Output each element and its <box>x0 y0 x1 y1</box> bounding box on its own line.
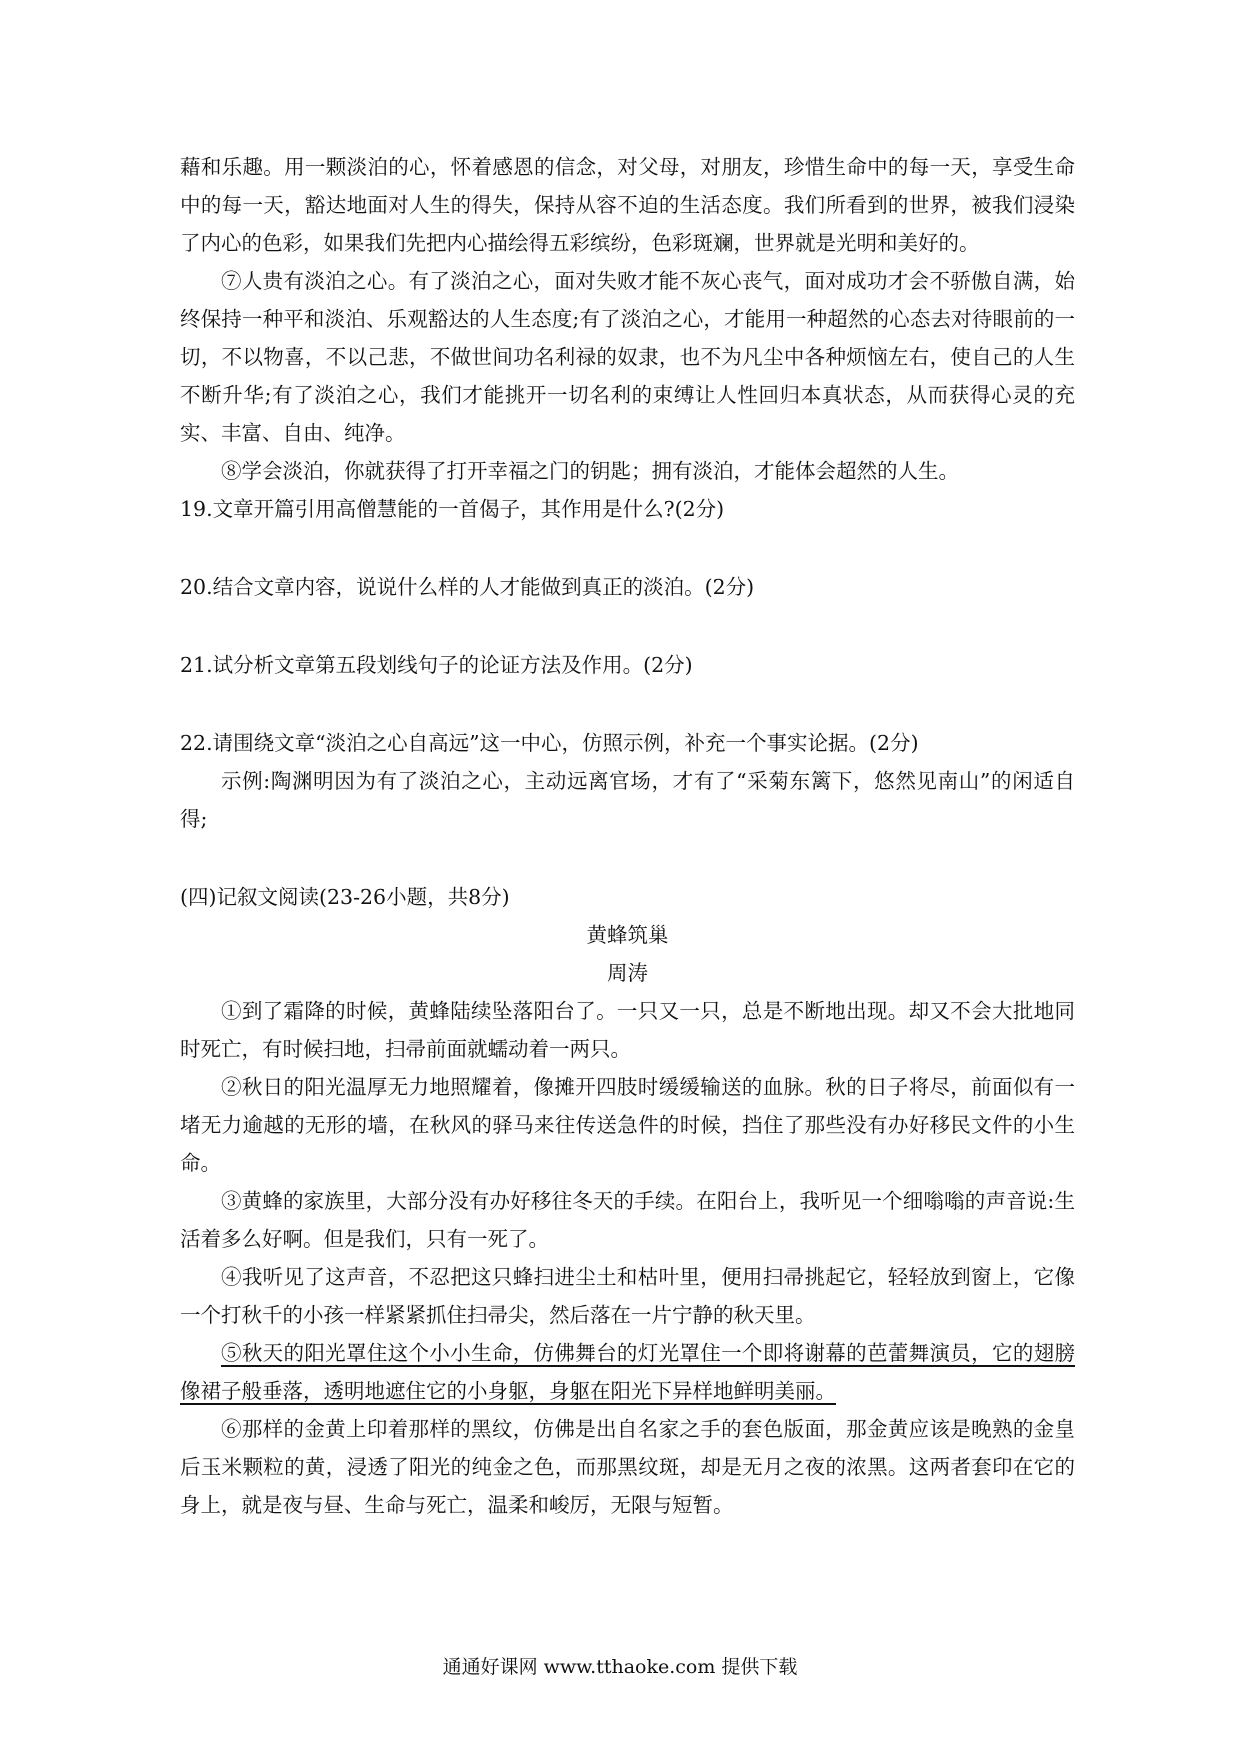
essay-paragraph-7: ⑦人贵有淡泊之心。有了淡泊之心，面对失败才能不灰心丧气，面对成功才会不骄傲自满，始终保持一种平和淡泊、乐观豁达的人生态度;有了淡泊之心，才能用一种超然的心态去对待眼前的一切，不以物喜，不以己悲，不做世间功名利禄的奴隶，也不为凡尘中各种烦恼左右，使自己的人生不断升华;有了淡泊之心，我们才能挑开一切名利的束缚让人性回归本真状态，从而获得心灵的充实、丰富、自由、纯净。 <box>180 269 1075 445</box>
question-19: 19.文章开篇引用高僧慧能的一首偈子，其作用是什么?(2分) <box>180 497 725 521</box>
story-paragraph-2: ②秋日的阳光温厚无力地照耀着，像摊开四肢时缓缓输送的血脉。秋的日子将尽，前面似有一堵无力逾越的无形的墙，在秋风的驿马来往传送急件的时候，挡住了那些没有办好移民文件的小生命。 <box>180 1075 1075 1175</box>
question-20: 20.结合文章内容，说说什么样的人才能做到真正的淡泊。(2分) <box>180 575 755 599</box>
document-page <box>180 148 1075 1524</box>
essay-paragraph-8: ⑧学会淡泊，你就获得了打开幸福之门的钥匙；拥有淡泊，才能体会超然的人生。 <box>221 459 959 483</box>
underlined-sentence: ⑤秋天的阳光罩住这个小小生命，仿佛舞台的灯光罩住一个即将谢幕的芭蕾舞演员，它的翅膀像裙子般垂落，透明地遮住它的小身躯，身躯在阳光下异样地鲜明美丽。 <box>180 1341 1075 1403</box>
question-22: 22.请围绕文章“淡泊之心自高远”这一中心，仿照示例，补充一个事实论据。(2分) <box>180 731 919 755</box>
story-author: 周涛 <box>607 961 648 985</box>
story-paragraph-4: ④我听见了这声音，不忍把这只蜂扫进尘土和枯叶里，便用扫帚挑起它，轻轻放到窗上，它像一个打秋千的小孩一样紧紧抓住扫帚尖，然后落在一片宁静的秋天里。 <box>180 1265 1075 1327</box>
story-paragraph-1: ①到了霜降的时候，黄蜂陆续坠落阳台了。一只又一只，总是不断地出现。却又不会大批地同时死亡，有时候扫地，扫帚前面就蠕动着一两只。 <box>180 999 1075 1061</box>
question-22-example: 示例:陶渊明因为有了淡泊之心，主动远离官场，才有了“采菊东篱下，悠然见南山”的闲适自得; <box>180 769 1075 831</box>
story-paragraph-3: ③黄蜂的家族里，大部分没有办好移往冬天的手续。在阳台上，我听见一个细嗡嗡的声音说:生活着多么好啊。但是我们，只有一死了。 <box>180 1189 1075 1251</box>
page-footer: 通通好课网 www.tthaoke.com 提供下载 <box>442 1656 798 1678</box>
story-title: 黄蜂筑巢 <box>586 923 669 947</box>
story-paragraph-5-underlined <box>180 1334 1075 1410</box>
story-paragraph-6: ⑥那样的金黄上印着那样的黑纹，仿佛是出自名家之手的套色版面，那金黄应该是晚熟的金皇后玉米颗粒的黄，浸透了阳光的纯金之色，而那黑纹斑，却是无月之夜的浓黑。这两者套印在它的身上，就是夜与昼、生命与死亡，温柔和峻厉，无限与短暂。 <box>180 1417 1075 1517</box>
section-header: (四)记叙文阅读(23-26小题，共8分) <box>180 885 510 909</box>
question-21: 21.试分析文章第五段划线句子的论证方法及作用。(2分) <box>180 653 693 677</box>
essay-paragraph-continued: 藉和乐趣。用一颗淡泊的心，怀着感恩的信念，对父母，对朋友，珍惜生命中的每一天，享受生命中的每一天，豁达地面对人生的得失，保持从容不迫的生活态度。我们所看到的世界，被我们浸染了内心的色彩，如果我们先把内心描绘得五彩缤纷，色彩斑斓，世界就是光明和美好的。 <box>180 155 1075 255</box>
